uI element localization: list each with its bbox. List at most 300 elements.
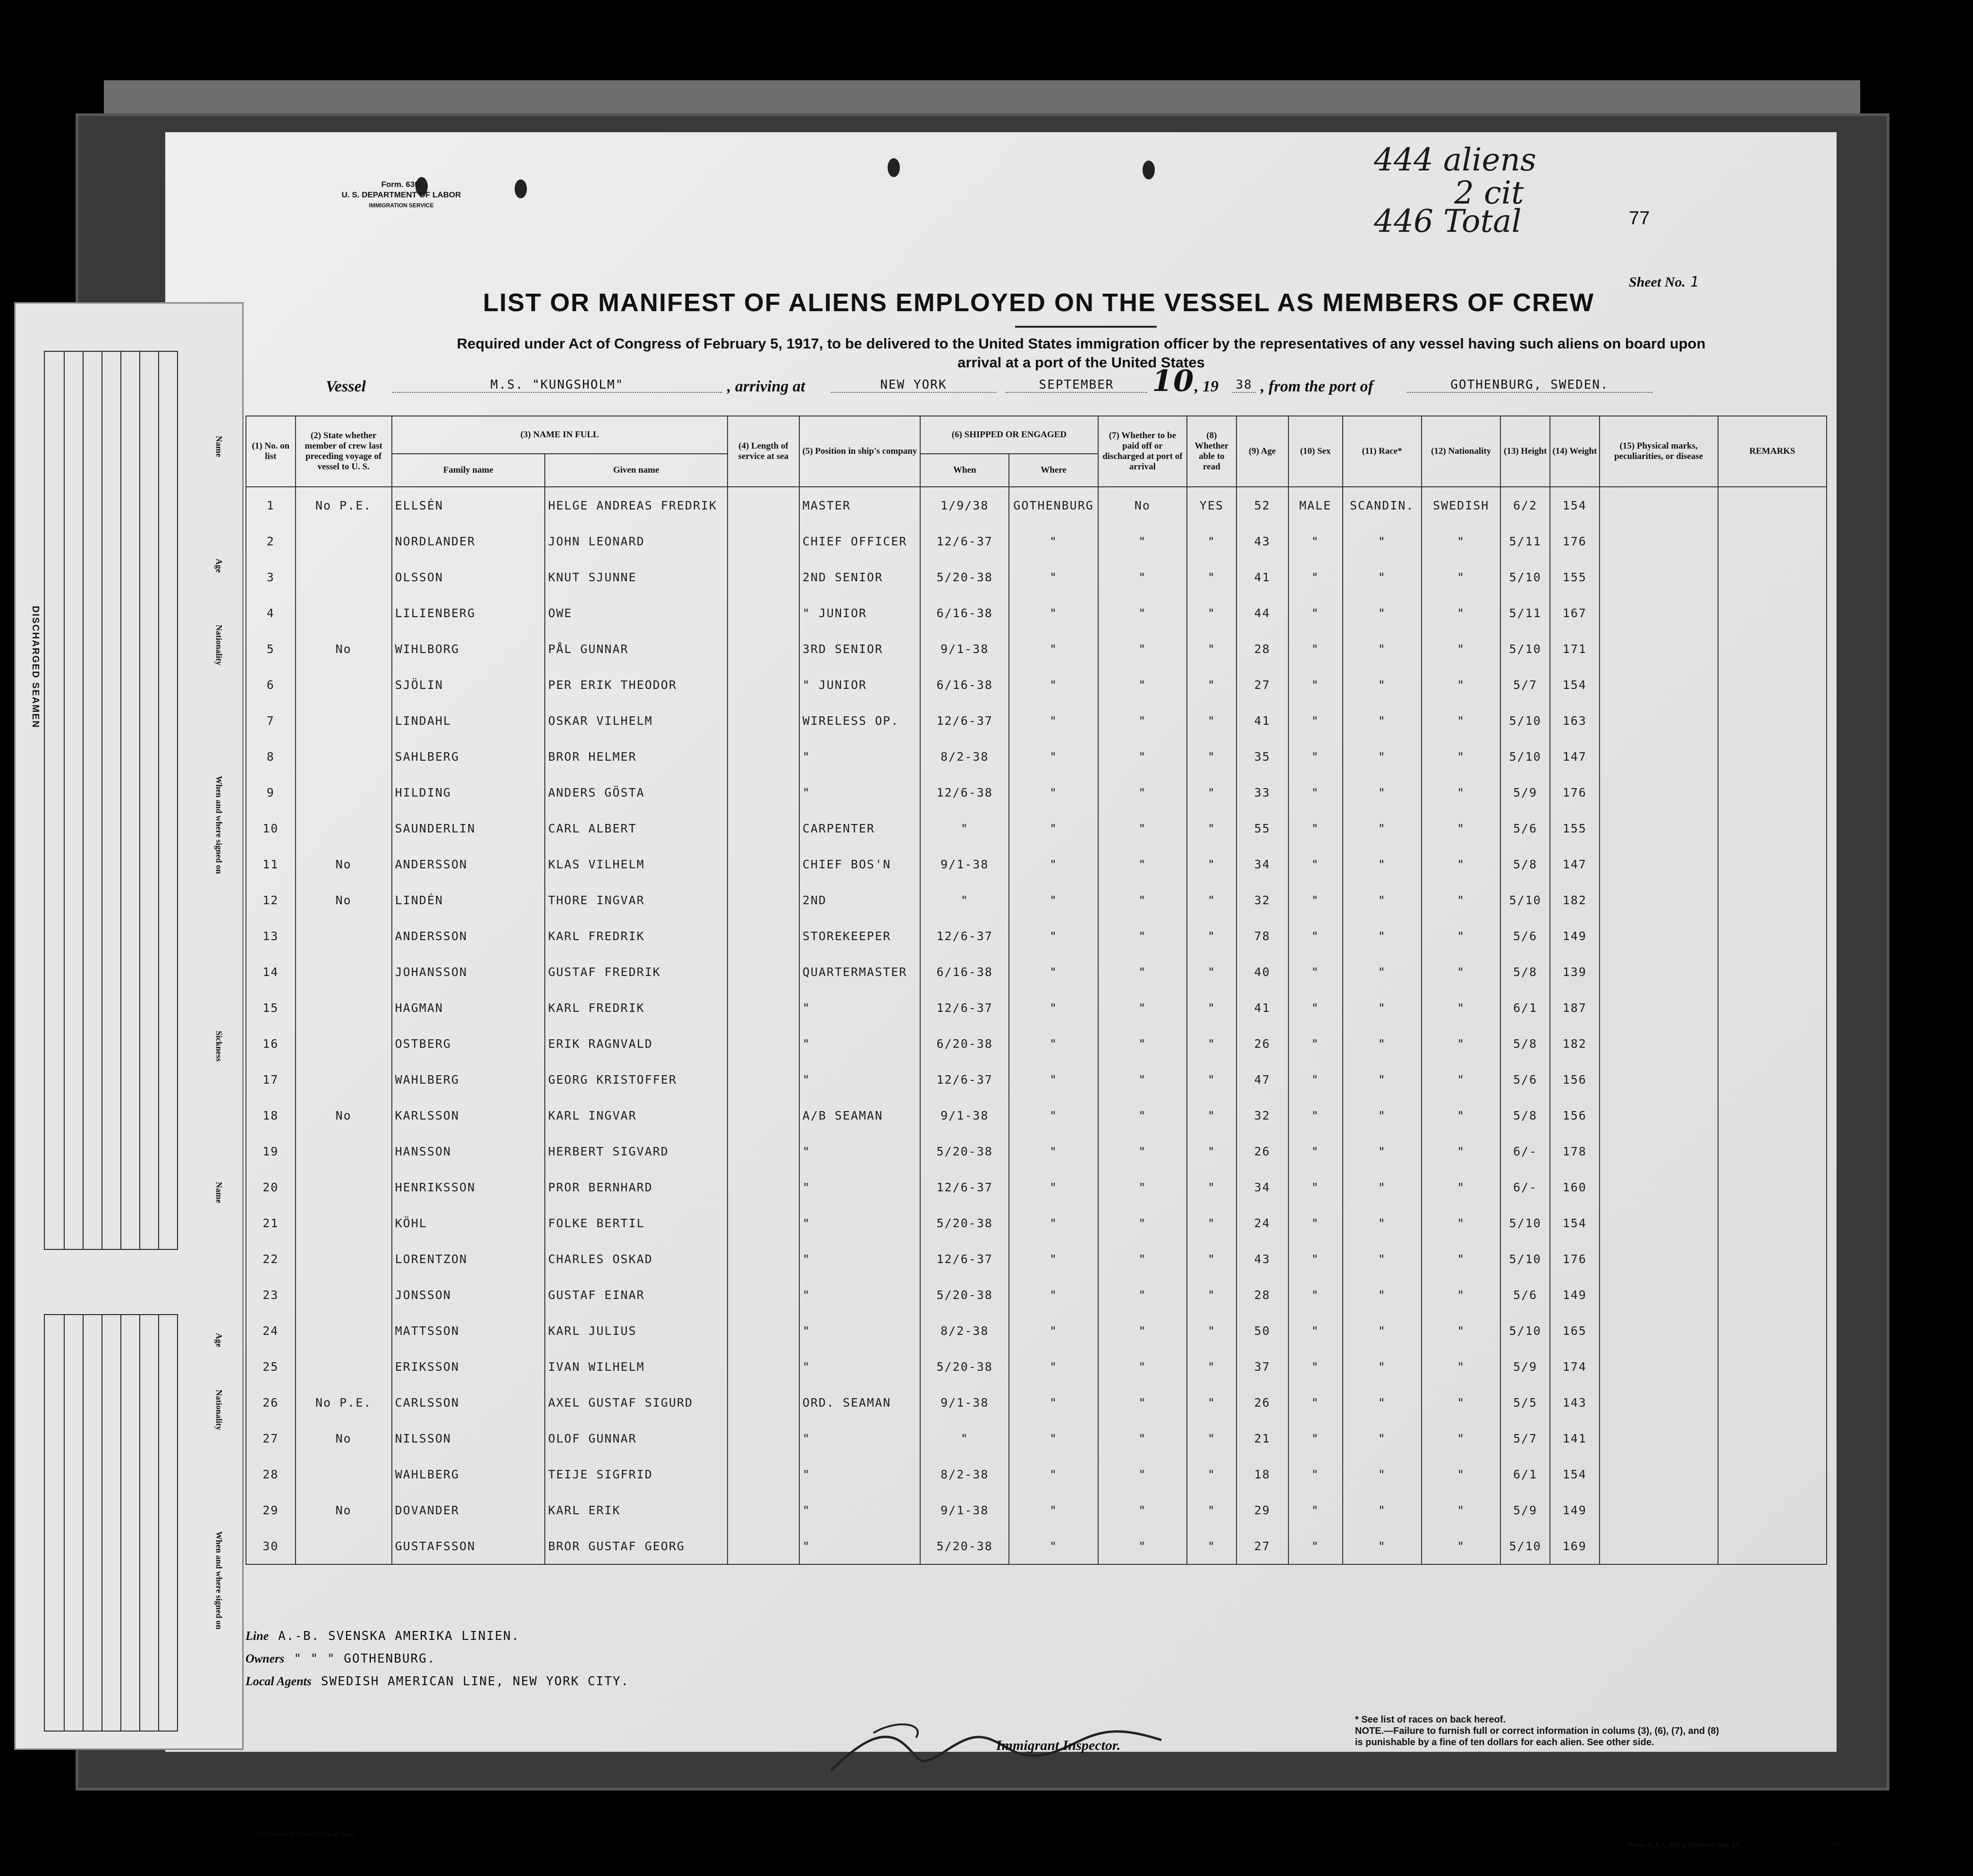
cell-family: HANSSON	[392, 1133, 545, 1169]
cell-age: 28	[1236, 1277, 1288, 1313]
cell-race: "	[1343, 739, 1422, 774]
cell-when: 9/1-38	[920, 1492, 1009, 1528]
cell-given: OSKAR VILHELM	[545, 703, 728, 739]
sheet-value: 1	[1690, 274, 1699, 290]
cell-marks	[1600, 1061, 1718, 1097]
cell-remarks	[1718, 774, 1827, 810]
vessel-name: M.S. "KUNGSHOLM"	[392, 378, 722, 393]
table-row	[246, 1097, 1827, 1133]
cell-marks	[1600, 1026, 1718, 1061]
cell-height: 5/10	[1500, 1313, 1550, 1349]
cell-prev	[296, 559, 392, 595]
cell-race: "	[1343, 667, 1422, 703]
cell-family: LINDAHL	[392, 703, 545, 739]
cell-no: 13	[246, 918, 296, 954]
manifest-page	[165, 132, 1840, 1849]
manifest-rows	[246, 487, 1827, 1564]
cell-family: SAUNDERLIN	[392, 810, 545, 846]
cell-no: 4	[246, 595, 296, 631]
year-prefix: , 19	[1194, 378, 1219, 395]
cell-no: 14	[246, 954, 296, 990]
cell-remarks	[1718, 1384, 1827, 1420]
cell-read: "	[1187, 595, 1236, 631]
cell-read: "	[1187, 703, 1236, 739]
cell-age: 55	[1236, 810, 1288, 846]
footnote	[1355, 1714, 1818, 1748]
cell-position: CHIEF OFFICER	[799, 523, 920, 559]
cell-nationality: "	[1422, 954, 1500, 990]
cell-marks	[1600, 1133, 1718, 1169]
cell-remarks	[1718, 1169, 1827, 1205]
cell-marks	[1600, 667, 1718, 703]
cell-service	[728, 1026, 799, 1061]
cell-sex: "	[1288, 1277, 1343, 1313]
cell-sex: "	[1288, 703, 1343, 739]
cell-height: 5/6	[1500, 1277, 1550, 1313]
arrival-month: SEPTEMBER	[1006, 378, 1147, 393]
cell-paid: "	[1098, 667, 1187, 703]
cell-where: "	[1009, 1097, 1098, 1133]
manifest-table-wrap	[246, 416, 1827, 1565]
cell-no: 10	[246, 810, 296, 846]
cell-remarks	[1718, 1097, 1827, 1133]
cell-age: 41	[1236, 703, 1288, 739]
cell-given: KARL FREDRIK	[545, 990, 728, 1026]
handwritten-aliens-count: 444 aliens	[1374, 142, 1536, 178]
cell-when: 8/2-38	[920, 739, 1009, 774]
cell-no: 11	[246, 846, 296, 882]
col-header-no: (1) No. on list	[246, 416, 296, 487]
cell-no: 2	[246, 523, 296, 559]
cell-race: "	[1343, 954, 1422, 990]
cell-given: PROR BERNHARD	[545, 1169, 728, 1205]
cell-read: "	[1187, 1241, 1236, 1277]
strip-col-sickness: Sickness	[214, 1031, 224, 1062]
cell-weight: 160	[1550, 1169, 1600, 1205]
cell-no: 23	[246, 1277, 296, 1313]
cell-nationality: "	[1422, 918, 1500, 954]
cell-remarks	[1718, 846, 1827, 882]
cell-when: 12/6-37	[920, 523, 1009, 559]
cell-position: QUARTERMASTER	[799, 954, 920, 990]
table-row	[246, 918, 1827, 954]
cell-age: 52	[1236, 487, 1288, 523]
table-row	[246, 1169, 1827, 1205]
cell-service	[728, 595, 799, 631]
cell-where: "	[1009, 1492, 1098, 1528]
cell-race: "	[1343, 631, 1422, 667]
cell-given: FOLKE BERTIL	[545, 1205, 728, 1241]
cell-sex: "	[1288, 1169, 1343, 1205]
cell-age: 43	[1236, 1241, 1288, 1277]
cell-service	[728, 667, 799, 703]
cell-nationality: "	[1422, 559, 1500, 595]
cell-when: 1/9/38	[920, 487, 1009, 523]
cell-weight: 176	[1550, 1241, 1600, 1277]
cell-when: "	[920, 810, 1009, 846]
cell-when: 9/1-38	[920, 631, 1009, 667]
cell-no: 7	[246, 703, 296, 739]
cell-service	[728, 1277, 799, 1313]
cell-weight: 143	[1550, 1384, 1600, 1420]
cell-nationality: "	[1422, 523, 1500, 559]
cell-when: 6/16-38	[920, 954, 1009, 990]
cell-position: " JUNIOR	[799, 667, 920, 703]
cell-nationality: "	[1422, 846, 1500, 882]
cell-sex: "	[1288, 523, 1343, 559]
form-number: Form. 630.	[381, 180, 422, 189]
cell-prev	[296, 1349, 392, 1384]
cell-weight: 141	[1550, 1420, 1600, 1456]
col-header-nationality: (12) Nationality	[1422, 416, 1500, 487]
cell-sex: "	[1288, 559, 1343, 595]
cell-height: 5/10	[1500, 703, 1550, 739]
cell-prev	[296, 739, 392, 774]
cell-sex: "	[1288, 990, 1343, 1026]
cell-marks	[1600, 1456, 1718, 1492]
arriving-label: , arriving at	[727, 378, 805, 395]
cell-height: 5/10	[1500, 882, 1550, 918]
cell-weight: 176	[1550, 523, 1600, 559]
cell-height: 5/8	[1500, 1026, 1550, 1061]
cell-height: 6/-	[1500, 1169, 1550, 1205]
vessel-label: Vessel	[326, 378, 366, 395]
cell-weight: 174	[1550, 1349, 1600, 1384]
cell-nationality: "	[1422, 810, 1500, 846]
cell-weight: 167	[1550, 595, 1600, 631]
cell-remarks	[1718, 882, 1827, 918]
cell-read: "	[1187, 882, 1236, 918]
cell-family: WAHLBERG	[392, 1061, 545, 1097]
cell-sex: "	[1288, 1133, 1343, 1169]
cell-read: "	[1187, 1492, 1236, 1528]
cell-marks	[1600, 846, 1718, 882]
cell-sex: "	[1288, 846, 1343, 882]
manifest-table	[246, 416, 1827, 1565]
cell-position: "	[799, 1349, 920, 1384]
cell-where: "	[1009, 595, 1098, 631]
cell-race: "	[1343, 523, 1422, 559]
cell-race: "	[1343, 1133, 1422, 1169]
cell-paid: "	[1098, 1061, 1187, 1097]
cell-marks	[1600, 1277, 1718, 1313]
table-row	[246, 703, 1827, 739]
cell-paid: "	[1098, 1169, 1187, 1205]
col-header-read: (8) Whether able to read	[1187, 416, 1236, 487]
cell-service	[728, 559, 799, 595]
cell-remarks	[1718, 631, 1827, 667]
cell-where: "	[1009, 1313, 1098, 1349]
sheet-number	[1629, 274, 1699, 290]
cell-when: 12/6-37	[920, 1169, 1009, 1205]
cell-family: JOHANSSON	[392, 954, 545, 990]
discharged-seamen-header: DISCHARGED SEAMEN	[30, 606, 41, 729]
cell-no: 12	[246, 882, 296, 918]
cell-no: 28	[246, 1456, 296, 1492]
cell-no: 29	[246, 1492, 296, 1528]
arrival-year: 38	[1232, 378, 1256, 393]
cell-age: 33	[1236, 774, 1288, 810]
cell-family: OLSSON	[392, 559, 545, 595]
cell-paid: "	[1098, 1528, 1187, 1564]
cell-family: NORDLANDER	[392, 523, 545, 559]
table-row	[246, 1026, 1827, 1061]
cell-paid: "	[1098, 1492, 1187, 1528]
cell-given: CARL ALBERT	[545, 810, 728, 846]
cell-paid: "	[1098, 595, 1187, 631]
cell-paid: "	[1098, 846, 1187, 882]
cell-when: 12/6-38	[920, 774, 1009, 810]
table-row	[246, 631, 1827, 667]
cell-height: 5/8	[1500, 1097, 1550, 1133]
cell-prev: No	[296, 631, 392, 667]
cell-service	[728, 774, 799, 810]
cell-nationality: "	[1422, 882, 1500, 918]
cell-when: 9/1-38	[920, 1384, 1009, 1420]
cell-height: 5/9	[1500, 1349, 1550, 1384]
cell-prev	[296, 1241, 392, 1277]
table-row	[246, 1061, 1827, 1097]
cell-nationality: "	[1422, 990, 1500, 1026]
cell-service	[728, 918, 799, 954]
page-number: 77	[1629, 208, 1650, 229]
cell-age: 34	[1236, 1169, 1288, 1205]
cell-where: "	[1009, 990, 1098, 1026]
cell-family: DOVANDER	[392, 1492, 545, 1528]
cell-sex: "	[1288, 1420, 1343, 1456]
cell-nationality: "	[1422, 1456, 1500, 1492]
cell-marks	[1600, 1169, 1718, 1205]
cell-position: "	[799, 990, 920, 1026]
form-identifier	[269, 179, 533, 211]
cell-weight: 171	[1550, 631, 1600, 667]
table-row	[246, 1133, 1827, 1169]
table-row	[246, 1528, 1827, 1564]
cell-paid: "	[1098, 739, 1187, 774]
col-header-height: (13) Height	[1500, 416, 1550, 487]
cell-service	[728, 1456, 799, 1492]
cell-weight: 178	[1550, 1133, 1600, 1169]
cell-nationality: "	[1422, 703, 1500, 739]
edge-number: 37.	[1832, 1842, 1840, 1848]
cell-given: KLAS VILHELM	[545, 846, 728, 882]
cell-read: "	[1187, 1026, 1236, 1061]
cell-remarks	[1718, 1026, 1827, 1061]
cell-read: "	[1187, 667, 1236, 703]
service: IMMIGRATION SERVICE	[369, 202, 434, 209]
cell-no: 22	[246, 1241, 296, 1277]
cell-marks	[1600, 559, 1718, 595]
col-header-weight: (14) Weight	[1550, 416, 1600, 487]
cell-remarks	[1718, 1277, 1827, 1313]
cell-marks	[1600, 918, 1718, 954]
cell-where: "	[1009, 739, 1098, 774]
cell-weight: 149	[1550, 1277, 1600, 1313]
cell-prev	[296, 703, 392, 739]
cell-service	[728, 1097, 799, 1133]
cell-age: 21	[1236, 1420, 1288, 1456]
cell-nationality: "	[1422, 1169, 1500, 1205]
table-row	[246, 882, 1827, 918]
cell-remarks	[1718, 918, 1827, 954]
cell-age: 41	[1236, 559, 1288, 595]
cell-family: OSTBERG	[392, 1026, 545, 1061]
cell-when: "	[920, 882, 1009, 918]
col-header-given-name: Given name	[545, 454, 728, 487]
cell-position: 2ND SENIOR	[799, 559, 920, 595]
cell-position: "	[799, 1026, 920, 1061]
title-rule	[1015, 326, 1157, 328]
inspector-label: Immigrant Inspector.	[996, 1738, 1121, 1753]
cell-no: 16	[246, 1026, 296, 1061]
cell-sex: "	[1288, 739, 1343, 774]
cell-service	[728, 810, 799, 846]
table-row	[246, 1456, 1827, 1492]
cell-race: "	[1343, 595, 1422, 631]
cell-read: "	[1187, 1205, 1236, 1241]
cell-position: "	[799, 1061, 920, 1097]
cell-prev: No	[296, 1420, 392, 1456]
cell-no: 9	[246, 774, 296, 810]
cell-weight: 156	[1550, 1097, 1600, 1133]
table-row	[246, 1241, 1827, 1277]
cell-paid: "	[1098, 631, 1187, 667]
cell-position: MASTER	[799, 487, 920, 523]
arriving-port: NEW YORK	[831, 378, 996, 393]
cell-weight: 165	[1550, 1313, 1600, 1349]
cell-prev	[296, 1026, 392, 1061]
cell-read: "	[1187, 954, 1236, 990]
owners-value: " " " GOTHENBURG.	[294, 1652, 436, 1666]
cell-service	[728, 1492, 799, 1528]
cell-family: LORENTZON	[392, 1241, 545, 1277]
strip-col-name: Name	[214, 436, 224, 457]
cell-service	[728, 954, 799, 990]
cell-service	[728, 1061, 799, 1097]
cell-prev	[296, 1313, 392, 1349]
cell-marks	[1600, 739, 1718, 774]
table-row	[246, 1313, 1827, 1349]
cell-where: "	[1009, 667, 1098, 703]
cell-position: "	[799, 1205, 920, 1241]
cell-no: 3	[246, 559, 296, 595]
cell-prev: No	[296, 1097, 392, 1133]
cell-sex: "	[1288, 1492, 1343, 1528]
cell-prev	[296, 1277, 392, 1313]
inspector-signature	[803, 1714, 1180, 1780]
note-line-2: NOTE.—Failure to furnish full or correct information in colums (3), (6), (7), and (8)	[1355, 1726, 1719, 1736]
cell-height: 5/9	[1500, 1492, 1550, 1528]
cell-paid: "	[1098, 954, 1187, 990]
cell-marks	[1600, 1205, 1718, 1241]
cell-age: 32	[1236, 882, 1288, 918]
cell-sex: "	[1288, 1241, 1343, 1277]
cell-sex: "	[1288, 631, 1343, 667]
owners-row	[246, 1652, 1827, 1674]
cell-position: "	[799, 1492, 920, 1528]
cell-given: KNUT SJUNNE	[545, 559, 728, 595]
cell-prev	[296, 523, 392, 559]
cell-family: ANDERSSON	[392, 918, 545, 954]
cell-height: 5/8	[1500, 954, 1550, 990]
printer-imprint: GÖTEBORGS BOKTRYCKERI A.-B. 60184	[255, 1832, 356, 1838]
cell-height: 5/6	[1500, 918, 1550, 954]
cell-given: GEORG KRISTOFFER	[545, 1061, 728, 1097]
cell-race: "	[1343, 1097, 1422, 1133]
cell-sex: "	[1288, 1528, 1343, 1564]
handwritten-total-count: 446 Total	[1374, 203, 1522, 239]
cell-paid: "	[1098, 918, 1187, 954]
cell-weight: 147	[1550, 846, 1600, 882]
cell-paid: "	[1098, 774, 1187, 810]
cell-when: 12/6-37	[920, 990, 1009, 1026]
cell-race: "	[1343, 1492, 1422, 1528]
table-row	[246, 1349, 1827, 1384]
cell-marks	[1600, 810, 1718, 846]
cell-paid: "	[1098, 1420, 1187, 1456]
cell-nationality: "	[1422, 1349, 1500, 1384]
cell-height: 5/11	[1500, 595, 1550, 631]
cell-sex: "	[1288, 918, 1343, 954]
cell-height: 5/10	[1500, 1241, 1550, 1277]
cell-given: KARL JULIUS	[545, 1313, 728, 1349]
cell-position: ORD. SEAMAN	[799, 1384, 920, 1420]
departure-port: GOTHENBURG, SWEDEN.	[1407, 378, 1652, 393]
cell-nationality: "	[1422, 1313, 1500, 1349]
cell-age: 26	[1236, 1384, 1288, 1420]
cell-race: "	[1343, 1420, 1422, 1456]
cell-no: 20	[246, 1169, 296, 1205]
table-row	[246, 1492, 1827, 1528]
cell-given: PÅL GUNNAR	[545, 631, 728, 667]
cell-marks	[1600, 954, 1718, 990]
cell-read: "	[1187, 1384, 1236, 1420]
cell-when: 6/16-38	[920, 667, 1009, 703]
table-row	[246, 523, 1827, 559]
cell-marks	[1600, 1097, 1718, 1133]
cell-remarks	[1718, 1349, 1827, 1384]
cell-family: HAGMAN	[392, 990, 545, 1026]
cell-when: 5/20-38	[920, 1349, 1009, 1384]
cell-height: 5/11	[1500, 523, 1550, 559]
form-footer: Form. S. A. L. 116 a. 15000 ex. febr. 37.	[1629, 1842, 1741, 1849]
cell-nationality: "	[1422, 1384, 1500, 1420]
cell-given: GUSTAF FREDRIK	[545, 954, 728, 990]
cell-nationality: "	[1422, 1241, 1500, 1277]
cell-prev	[296, 774, 392, 810]
page-subtitle	[307, 334, 1855, 372]
cell-age: 18	[1236, 1456, 1288, 1492]
cell-remarks	[1718, 954, 1827, 990]
cell-paid: "	[1098, 703, 1187, 739]
col-header-shipped: (6) SHIPPED OR ENGAGED	[920, 416, 1098, 454]
cell-prev: No P.E.	[296, 1384, 392, 1420]
cell-read: "	[1187, 523, 1236, 559]
cell-age: 32	[1236, 1097, 1288, 1133]
cell-service	[728, 846, 799, 882]
cell-marks	[1600, 487, 1718, 523]
cell-read: "	[1187, 1456, 1236, 1492]
cell-where: "	[1009, 1026, 1098, 1061]
cell-age: 24	[1236, 1205, 1288, 1241]
cell-remarks	[1718, 990, 1827, 1026]
cell-read: "	[1187, 1420, 1236, 1456]
cell-sex: "	[1288, 595, 1343, 631]
cell-read: "	[1187, 739, 1236, 774]
cell-paid: "	[1098, 1205, 1187, 1241]
cell-remarks	[1718, 1420, 1827, 1456]
cell-position: STOREKEEPER	[799, 918, 920, 954]
